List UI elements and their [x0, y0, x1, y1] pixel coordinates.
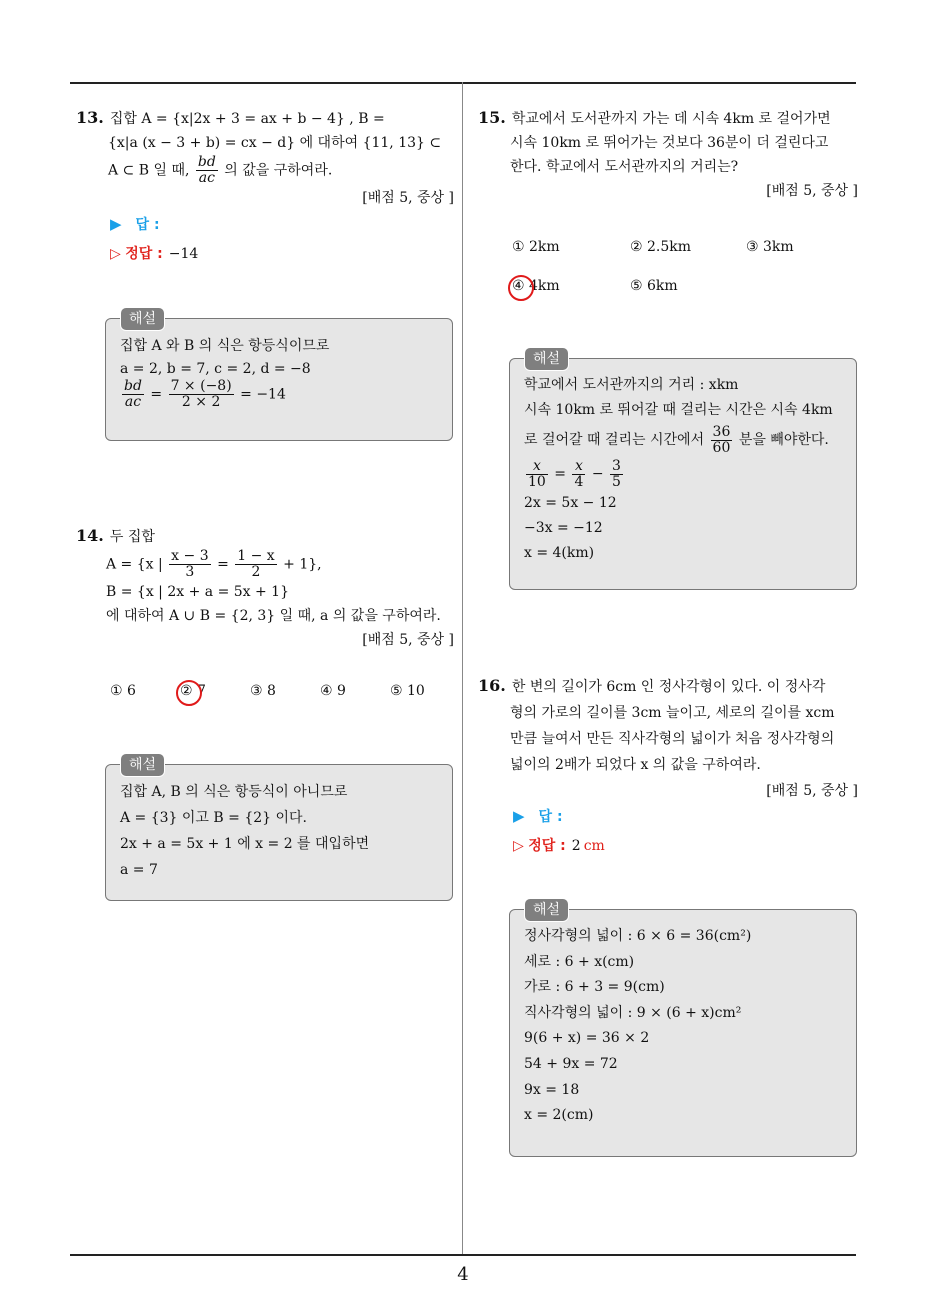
minus: −: [591, 466, 604, 482]
q16-expl-line1: 정사각형의 넓이 : 6 × 6 = 36(cm²): [524, 928, 752, 944]
q15-choice-5[interactable]: ⑤ 6km: [630, 278, 678, 294]
q14-choice-3[interactable]: ③ 8: [250, 683, 276, 699]
q15-choice-1[interactable]: ① 2km: [512, 239, 560, 255]
q14-choice-1[interactable]: ① 6: [110, 683, 136, 699]
q14-line1: [76, 524, 454, 549]
q13-fraction: [196, 155, 218, 186]
q13-expl-line3: [120, 379, 438, 410]
q16-expl-line6: 54 + 9x = 72: [524, 1055, 618, 1072]
q14-line2: [76, 549, 454, 580]
q15-line1: [478, 106, 858, 131]
q16-expl-line7: 9x = 18: [524, 1081, 580, 1098]
question-14: [76, 524, 454, 652]
frac-den: 5: [612, 473, 621, 490]
q16-correct-label: 정답 :: [528, 838, 566, 854]
q13-expl-line1: 집합 A 와 B 의 식은 항등식이므로: [120, 338, 330, 354]
play-triangle-icon: ▶: [513, 807, 525, 825]
frac-num: 36: [712, 423, 731, 440]
q14-line3: B = {x | 2x + a = 5x + 1}: [106, 584, 289, 600]
q16-answer: [513, 806, 563, 826]
q14-choice-2[interactable]: [180, 683, 206, 699]
explanation-tag: 해설: [524, 898, 569, 922]
q16-expl-line4: 직사각형의 넓이 : 9 × (6 + x)cm²: [524, 1004, 742, 1021]
question-15: [478, 106, 858, 203]
q15-explanation: [509, 351, 857, 590]
frac-den: ac: [124, 394, 142, 410]
q14-explanation: [105, 757, 453, 901]
q15-expl-line2: 시속 10km 로 뛰어갈 때 걸리는 시간은 시속 4km: [524, 402, 833, 418]
q15-frac-a: [526, 459, 548, 490]
q15-expl-text-3b: 분을 빼야한다.: [738, 432, 829, 448]
explanation-tag: 해설: [524, 347, 569, 371]
q14-expl-line1: 집합 A, B 의 식은 항등식이 아니므로: [120, 784, 348, 800]
q13-line1: [76, 106, 454, 131]
q13-expl-line2: a = 2, b = 7, c = 2, d = −8: [120, 361, 311, 377]
q14-expl-line2: A = {3} 이고 B = {2} 이다.: [120, 810, 308, 826]
q13-answer-label: 답 :: [135, 217, 160, 233]
frac-num: x: [572, 459, 585, 475]
q13-text-1: 집합 A = {x|2x + 3 = ax + b − 4} , B =: [109, 111, 385, 127]
q16-explanation: [509, 902, 857, 1157]
q15-expl-text-3a: 로 걸어갈 때 걸리는 시간에서: [524, 432, 705, 448]
q15-expl-line3: [524, 423, 842, 457]
frac-num: 7 × (−8): [170, 378, 232, 394]
explanation-tag: 해설: [120, 753, 165, 777]
q14-choice-4[interactable]: ④ 9: [320, 683, 346, 699]
q13-text-3b: 의 값을 구하여라.: [224, 162, 333, 179]
q13-line3: [76, 155, 454, 186]
play-triangle-icon: ▶: [110, 215, 122, 233]
q15-choice-2[interactable]: ② 2.5km: [630, 239, 692, 255]
q13-explanation: [105, 311, 453, 441]
frac-num: 3: [612, 457, 621, 474]
outline-triangle-icon: ▷: [110, 246, 121, 262]
q13-text-3a: A ⊂ B 일 때,: [108, 162, 190, 179]
q13-answer: [110, 214, 160, 234]
explanation-tag: 해설: [120, 307, 165, 331]
frac-den: 2 × 2: [181, 394, 221, 410]
frac-den: 3: [185, 564, 195, 580]
q16-expl-line2: 세로 : 6 + x(cm): [524, 953, 635, 970]
q13-frac-num: bd: [197, 154, 216, 170]
q16-score: [배점 5, 중상 ]: [766, 783, 858, 799]
q16-line2: 형의 가로의 길이를 3cm 늘이고, 세로의 길이를 xcm: [510, 705, 835, 721]
top-rule: [70, 82, 856, 84]
bottom-rule: [70, 1254, 856, 1256]
q14-expl-line4: a = 7: [120, 862, 158, 878]
q13-number: 13.: [76, 108, 104, 127]
q14-line4: 에 대하여 A ∪ B = {2, 3} 일 때, a 의 값을 구하여라.: [106, 608, 441, 624]
q14-text-2end: + 1},: [283, 556, 322, 573]
equals: =: [554, 466, 567, 482]
q14-text-2a: A = {x |: [106, 556, 163, 573]
q13-correct: [110, 243, 198, 263]
q16-line4: 넓이의 2배가 되었다 x 의 값을 구하여라.: [510, 757, 761, 773]
q13-line2: {x|a (x − 3 + b) = cx − d} 에 대하여 {11, 13} ⊂: [108, 135, 442, 151]
selected-circle-mark: [176, 680, 202, 706]
selected-circle-mark: [508, 275, 534, 301]
q14-frac2: [235, 549, 276, 580]
q13-expl-frac2: [169, 379, 234, 410]
question-13: [76, 106, 454, 210]
frac-den: 60: [712, 439, 731, 456]
q15-expl-line6: −3x = −12: [524, 520, 603, 536]
page-number: 4: [457, 1264, 469, 1285]
column-divider: [462, 82, 463, 1256]
q16-text-1: 한 변의 길이가 6cm 인 정사각형이 있다. 이 정사각: [511, 679, 826, 695]
q16-answer-label: 답 :: [538, 809, 563, 825]
q15-score: [배점 5, 중상 ]: [766, 183, 858, 199]
q15-expl-line5: 2x = 5x − 12: [524, 495, 617, 511]
q15-expl-line1: 학교에서 도서관까지의 거리 : xkm: [524, 377, 739, 393]
q15-text-1: 학교에서 도서관까지 가는 데 시속 4km 로 걸어가면: [511, 111, 831, 127]
q13-expl-frac1: [122, 379, 144, 410]
q13-correct-value: −14: [168, 246, 199, 262]
q13-score: [배점 5, 중상 ]: [362, 190, 454, 206]
q15-choice-3[interactable]: ③ 3km: [746, 239, 794, 255]
q15-frac-c: [610, 459, 623, 490]
outline-triangle-icon: ▷: [513, 838, 524, 854]
equals: =: [217, 556, 229, 573]
q16-expl-line8: x = 2(cm): [524, 1107, 594, 1124]
q16-correct-value: 2: [571, 838, 581, 854]
q15-line2: 시속 10km 로 뛰어가는 것보다 36분이 더 걸린다고: [510, 135, 829, 151]
q14-choice-5[interactable]: ⑤ 10: [390, 683, 425, 699]
q14-text-1: 두 집합: [109, 529, 155, 545]
q16-number: 16.: [478, 676, 506, 695]
q16-expl-line3: 가로 : 6 + 3 = 9(cm): [524, 979, 665, 996]
q16-line1: [478, 673, 858, 700]
q15-expl-line7: x = 4(km): [524, 545, 595, 561]
q14-frac1: [169, 549, 210, 580]
q16-correct: [513, 835, 605, 855]
q15-number: 15.: [478, 108, 506, 127]
frac-num: x − 3: [171, 548, 209, 564]
q13-expl-result: = −14: [240, 386, 286, 403]
q13-correct-label: 정답 :: [125, 246, 163, 262]
frac-num: x: [526, 459, 548, 475]
q15-expl-frac: [711, 425, 733, 456]
question-16: [478, 673, 858, 804]
q15-line3: 한다. 학교에서 도서관까지의 거리는?: [510, 159, 739, 175]
q14-choice-2-label: ② 7: [180, 683, 206, 699]
q13-frac-den: ac: [198, 170, 215, 186]
q15-choice-4-label: ④ 4km: [512, 278, 560, 294]
q15-choices: [512, 239, 852, 299]
q14-number: 14.: [76, 526, 104, 545]
equals: =: [150, 386, 163, 403]
q15-expl-line4: [524, 457, 842, 491]
q16-correct-unit: cm: [583, 838, 605, 854]
q16-expl-line5: 9(6 + x) = 36 × 2: [524, 1030, 650, 1047]
frac-num: 1 − x: [237, 548, 275, 564]
frac-den: 4: [574, 473, 584, 490]
q16-line3: 만큼 늘여서 만든 직사각형의 넓이가 처음 정사각형의: [510, 731, 835, 747]
frac-num: bd: [124, 378, 142, 394]
q14-expl-line3: 2x + a = 5x + 1 에 x = 2 를 대입하면: [120, 836, 370, 852]
q15-choice-4[interactable]: [512, 278, 560, 294]
frac-den: 2: [251, 564, 261, 580]
frac-den: 10: [528, 473, 546, 490]
q15-frac-b: [572, 459, 585, 490]
q14-score: [배점 5, 중상 ]: [362, 632, 454, 648]
